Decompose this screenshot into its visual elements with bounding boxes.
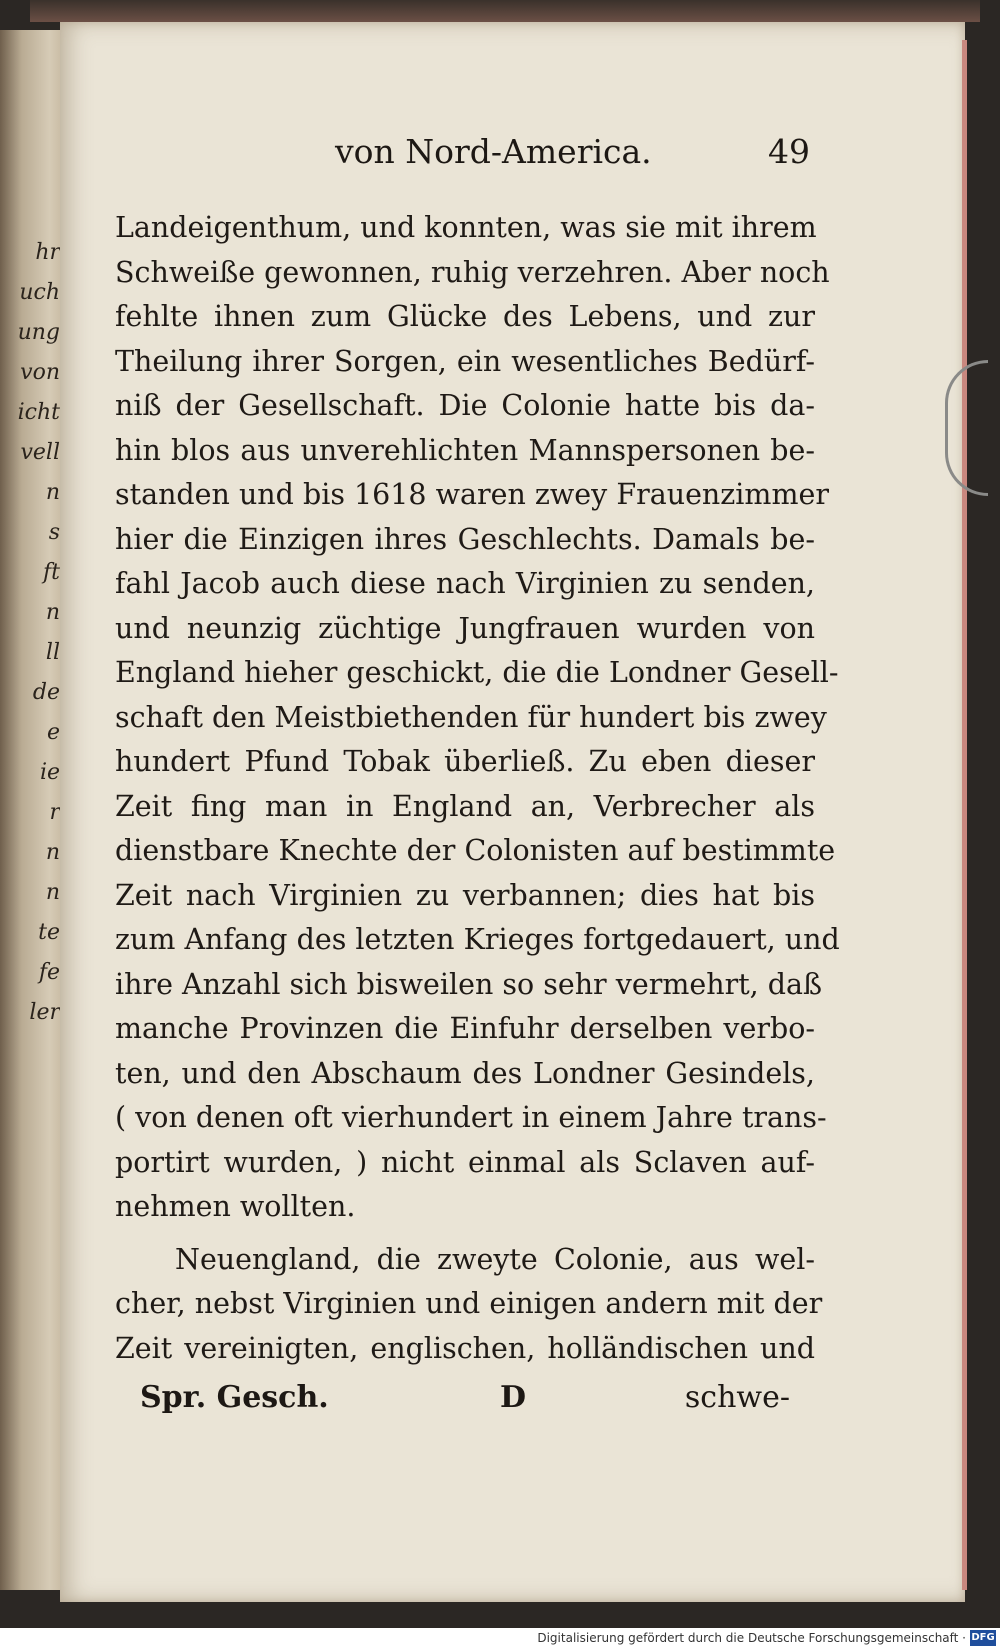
previous-page-fragment: ung (17, 320, 60, 345)
text-line: Theilung ihrer Sorgen, ein wesentliches Bedürf- (115, 344, 815, 378)
text-line: Zeit vereinigten, englischen, holländischen und (115, 1331, 815, 1365)
previous-page-fragment: icht (17, 400, 60, 425)
previous-page-edge (0, 30, 63, 1590)
text-line: England hieher geschickt, die die Londner Gesell- (115, 656, 839, 689)
previous-page-fragment: r (49, 800, 60, 825)
previous-page-fragment: n (45, 880, 60, 905)
digitization-banner (0, 1628, 1000, 1650)
previous-page-fragment: ler (29, 1000, 60, 1025)
previous-page-fragment: hr (35, 240, 60, 265)
text-line: Neuengland, die zweyte Colonie, aus wel- (175, 1242, 815, 1276)
text-line: ten, und den Abschaum des Londner Gesindels, (115, 1056, 815, 1090)
text-line: fehlte ihnen zum Glücke des Lebens, und zur (115, 300, 815, 333)
paragraph-gap (115, 1230, 815, 1238)
text-line: hin blos aus unverehlichten Mannspersonen be- (115, 433, 815, 467)
text-line: Zeit fing man in England an, Verbrecher als (115, 789, 815, 823)
text-line: dienstbare Knechte der Colonisten auf bestimmte (115, 834, 836, 867)
text-line: nehmen wollten. (115, 1190, 356, 1223)
previous-page-fragment: von (20, 360, 60, 385)
text-line: hundert Pfund Tobak überließ. Zu eben dieser (115, 745, 815, 778)
text-line: Zeit nach Virginien zu verbannen; dies hat bis (115, 878, 815, 912)
previous-page-fragment: vell (20, 440, 60, 465)
previous-page-fragment: n (45, 480, 60, 505)
previous-page-fragment: e (46, 720, 60, 745)
text-line: cher, nebst Virginien und einigen andern mit der (115, 1287, 823, 1320)
text-line: Schweiße gewonnen, ruhig verzehren. Aber noch (115, 255, 830, 289)
sheet-mark: D (500, 1380, 527, 1415)
text-line: Landeigenthum, und konnten, was sie mit ihrem (115, 211, 817, 244)
text-line: ihre Anzahl sich bisweilen so sehr vermehrt, daß (115, 967, 823, 1001)
running-title: von Nord-America. (335, 132, 652, 171)
signature-mark: Spr. Gesch. (140, 1380, 329, 1415)
page-header (120, 132, 810, 180)
text-line: schaft den Meistbiethenden für hundert bis zwey (115, 700, 827, 734)
catchword: schwe- (684, 1380, 790, 1415)
previous-page-fragment: uch (19, 280, 60, 305)
previous-page-fragment: s (48, 520, 60, 545)
text-line: hier die Einzigen ihres Geschlechts. Damals be- (115, 522, 815, 556)
text-line: zum Anfang des letzten Krieges fortgedauert, und (115, 923, 840, 956)
previous-page-fragment: te (38, 920, 60, 945)
bookmark-clip (945, 360, 988, 496)
text-line: portirt wurden, ) nicht einmal als Sclaven auf- (115, 1145, 815, 1179)
book-top-edge (30, 0, 980, 22)
text-line: fahl Jacob auch diese nach Virginien zu senden, (115, 567, 815, 600)
previous-page-fragment: n (45, 840, 60, 865)
previous-page-fragment: n (45, 600, 60, 625)
previous-page-fragment: ft (43, 560, 60, 585)
dfg-logo: DFG (970, 1630, 996, 1646)
text-line: ( von denen oft vierhundert in einem Jahre trans- (115, 1101, 827, 1134)
text-line: standen und bis 1618 waren zwey Frauenzimmer (115, 478, 829, 511)
banner-text: Digitalisierung gefördert durch die Deutsche Forschungsgemeinschaft · (537, 1631, 966, 1645)
page-number: 49 (768, 132, 810, 171)
page-footer (140, 1380, 790, 1428)
previous-page-fragment: ll (45, 640, 60, 665)
body-text (115, 206, 840, 1371)
text-line: und neunzig züchtige Jungfrauen wurden von (115, 611, 815, 645)
previous-page-fragment: fe (38, 960, 60, 985)
text-line: niß der Gesellschaft. Die Colonie hatte bis da- (115, 389, 815, 422)
previous-page-fragment: ie (39, 760, 60, 785)
text-line: manche Provinzen die Einfuhr derselben verbo- (115, 1012, 815, 1045)
previous-page-fragments (2, 230, 64, 1030)
previous-page-fragment: de (32, 680, 60, 705)
page-red-edge (962, 40, 967, 1590)
